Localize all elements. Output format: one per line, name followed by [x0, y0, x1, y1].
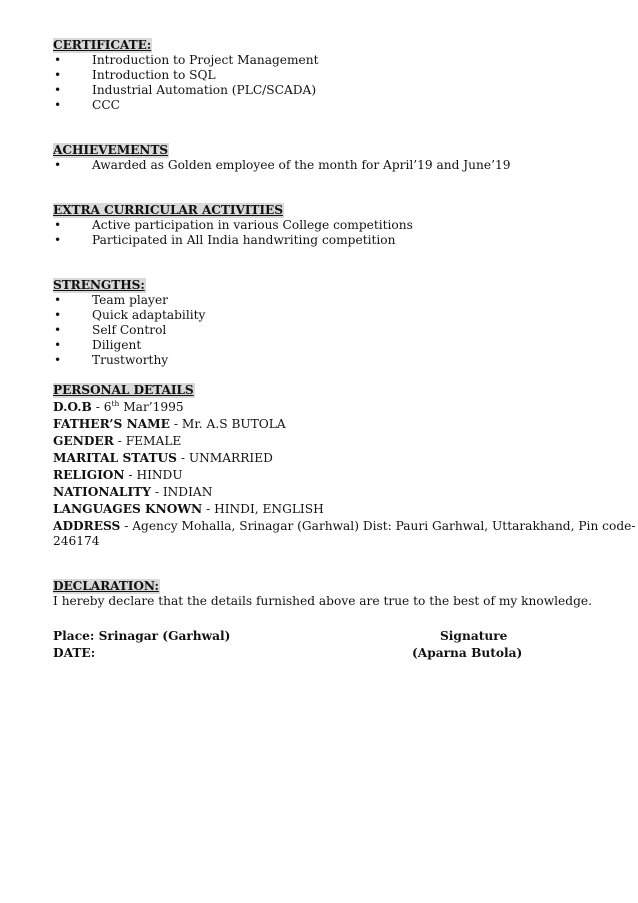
list-item: • CCC: [54, 98, 120, 112]
achievements-section: [53, 143, 573, 173]
bullet-icon: •: [54, 323, 62, 337]
address-row: ADDRESS - Agency Mohalla, Srinagar (Garhwal) Dist: Pauri Garhwal, Uttarakhand, Pin code- 246174: [53, 519, 636, 548]
extra-curricular-list: [53, 218, 573, 248]
bullet-icon: •: [54, 338, 62, 352]
certificate-heading: CERTIFICATE:: [53, 38, 152, 52]
personal-details-section: [53, 383, 636, 549]
list-item: • Introduction to SQL: [54, 68, 216, 82]
place-label: Place: Srinagar (Garhwal): [53, 629, 231, 643]
list-item: • Active participation in various College competitions: [54, 218, 413, 232]
languages-row: LANGUAGES KNOWN - HINDI, ENGLISH: [53, 502, 324, 516]
list-item: • Quick adaptability: [54, 308, 206, 322]
place-signature-row: [53, 629, 573, 646]
personal-details-heading: PERSONAL DETAILS: [53, 383, 194, 397]
bullet-icon: •: [54, 83, 62, 97]
bullet-icon: •: [54, 98, 62, 112]
dob-row: D.O.B - 6th Mar’1995: [53, 398, 184, 414]
list-item: • Awarded as Golden employee of the month for April’19 and June’19: [54, 158, 511, 172]
resume-page: [53, 38, 636, 663]
extra-curricular-section: [53, 203, 573, 248]
list-item: • Self Control: [54, 323, 167, 337]
bullet-icon: •: [54, 353, 62, 367]
bullet-icon: •: [54, 68, 62, 82]
achievements-heading: ACHIEVEMENTS: [53, 143, 168, 157]
list-item: • Industrial Automation (PLC/SCADA): [54, 83, 317, 97]
signatory-name: (Aparna Butola): [412, 646, 523, 660]
achievements-list: [53, 158, 573, 173]
extra-curricular-heading: EXTRA CURRICULAR ACTIVITIES: [53, 203, 283, 217]
strengths-heading: STRENGTHS:: [53, 278, 145, 292]
list-item: • Diligent: [54, 338, 142, 352]
declaration-heading: DECLARATION:: [53, 579, 159, 593]
certificate-section: [53, 38, 573, 113]
date-name-row: [53, 646, 573, 663]
bullet-icon: •: [54, 293, 62, 307]
nationality-row: NATIONALITY - INDIAN: [53, 485, 213, 499]
bullet-icon: •: [54, 308, 62, 322]
father-name-row: FATHER’S NAME - Mr. A.S BUTOLA: [53, 417, 286, 431]
declaration-text: I hereby declare that the details furnished above are true to the best of my knowledge.: [53, 594, 592, 608]
strengths-list: [53, 293, 573, 368]
list-item: • Introduction to Project Management: [54, 53, 319, 67]
marital-status-row: MARITAL STATUS - UNMARRIED: [53, 451, 273, 465]
list-item: • Trustworthy: [54, 353, 169, 367]
certificate-list: [53, 53, 573, 113]
declaration-section: [53, 579, 592, 609]
date-label: DATE:: [53, 646, 96, 660]
religion-row: RELIGION - HINDU: [53, 468, 183, 482]
bullet-icon: •: [54, 158, 62, 172]
gender-row: GENDER - FEMALE: [53, 434, 182, 448]
bullet-icon: •: [54, 53, 62, 67]
bullet-icon: •: [54, 233, 62, 247]
bullet-icon: •: [54, 218, 62, 232]
list-item: • Team player: [54, 293, 168, 307]
signature-label: Signature: [440, 629, 508, 643]
strengths-section: [53, 278, 573, 368]
list-item: • Participated in All India handwriting competition: [54, 233, 396, 247]
